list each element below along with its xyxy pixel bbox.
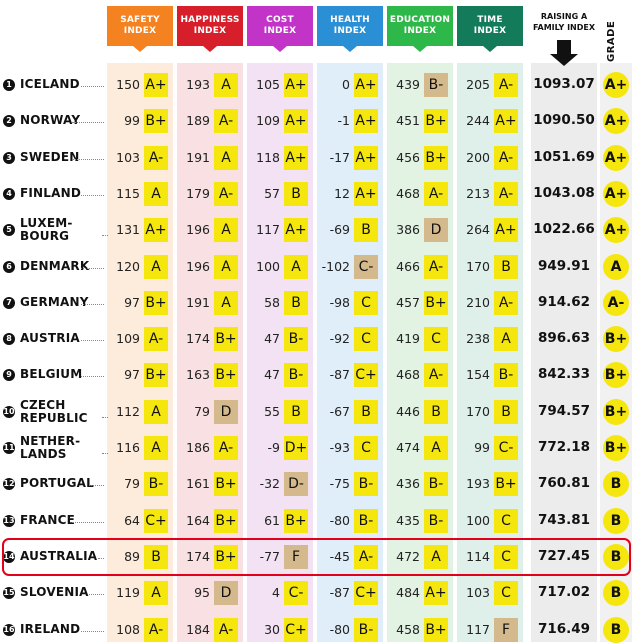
column-header-cost — [247, 6, 313, 46]
leader-dots — [72, 522, 104, 523]
index-grade-badge: B- — [494, 363, 518, 387]
index-value: 174 — [186, 548, 210, 564]
leader-dots — [81, 340, 104, 341]
index-value: 47 — [264, 331, 280, 347]
leader-dots — [81, 631, 104, 632]
index-value: 47 — [264, 367, 280, 383]
country-name: LUXEM- BOURG — [20, 216, 73, 244]
index-grade-badge: A+ — [424, 581, 448, 605]
index-value: 12 — [334, 185, 350, 201]
index-grade-badge: B- — [354, 472, 378, 496]
index-grade-badge: A+ — [144, 73, 168, 97]
overall-grade-badge: B+ — [603, 399, 629, 425]
index-grade-badge: A- — [144, 146, 168, 170]
index-value: 120 — [116, 258, 140, 274]
overall-grade-badge: A+ — [603, 72, 629, 98]
column-header-grade: GRADE — [606, 20, 617, 62]
index-grade-badge: C+ — [284, 618, 308, 642]
column-header-family-index: RAISING A FAMILY INDEX — [532, 12, 596, 32]
index-value: 108 — [116, 621, 140, 637]
index-grade-badge: A+ — [354, 109, 378, 133]
column-header-safety — [107, 6, 173, 46]
index-grade-badge: A — [144, 400, 168, 424]
index-grade-badge: F — [284, 545, 308, 569]
family-index-total: 727.45 — [537, 547, 591, 564]
country-name: CZECH REPUBLIC — [20, 397, 88, 425]
index-grade-badge: A — [424, 545, 448, 569]
country-name: ICELAND — [20, 77, 80, 91]
index-grade-badge: B+ — [214, 327, 238, 351]
index-grade-badge: A- — [494, 146, 518, 170]
index-grade-badge: B- — [424, 73, 448, 97]
leader-dots — [72, 159, 104, 160]
country-name: AUSTRALIA — [20, 548, 98, 563]
overall-grade-badge: B+ — [603, 362, 629, 388]
index-grade-badge: C- — [494, 436, 518, 460]
family-index-total: 1022.66 — [533, 221, 595, 238]
index-value: 419 — [396, 331, 420, 347]
index-grade-badge: A- — [144, 618, 168, 642]
column-header-pointer — [203, 46, 217, 52]
index-value: 193 — [466, 476, 490, 492]
index-grade-badge: A — [144, 436, 168, 460]
index-value: 131 — [116, 222, 140, 238]
index-grade-badge: D — [424, 218, 448, 242]
rank-badge: 1 — [3, 79, 15, 91]
country-name: DENMARK — [20, 258, 90, 273]
overall-grade-badge: A+ — [603, 108, 629, 134]
index-grade-badge: A — [214, 218, 238, 242]
index-grade-badge: A- — [494, 291, 518, 315]
index-value: -67 — [329, 403, 350, 419]
index-grade-badge: B — [354, 218, 378, 242]
index-value: 79 — [194, 403, 210, 419]
overall-grade-badge: B+ — [603, 435, 629, 461]
leader-dots — [89, 485, 104, 486]
index-value: 196 — [186, 222, 210, 238]
rank-badge: 15 — [3, 588, 15, 598]
rank-badge: 8 — [3, 333, 15, 345]
index-value: 116 — [116, 440, 140, 455]
index-grade-badge: A+ — [284, 109, 308, 133]
rank-badge: 10 — [3, 406, 15, 416]
column-header-label: HEALTH INDEX — [330, 15, 370, 36]
index-grade-badge: A+ — [144, 218, 168, 242]
index-value: 264 — [466, 222, 490, 238]
leader-dots — [81, 195, 104, 196]
index-value: 99 — [474, 440, 490, 455]
index-grade-badge: B — [494, 400, 518, 424]
family-index-total: 743.81 — [537, 511, 591, 528]
index-grade-badge: B- — [354, 509, 378, 533]
index-value: 112 — [116, 403, 140, 419]
index-value: 466 — [396, 258, 420, 274]
family-index-total: 760.81 — [537, 475, 591, 492]
index-value: 115 — [116, 185, 140, 201]
index-grade-badge: B — [354, 400, 378, 424]
index-grade-badge: A- — [424, 255, 448, 279]
index-grade-badge: F — [494, 618, 518, 642]
index-value: -9 — [267, 440, 280, 455]
leader-dots — [81, 268, 104, 269]
rank-badge: 3 — [3, 152, 15, 164]
index-value: 105 — [256, 77, 280, 92]
index-value: 170 — [466, 258, 490, 274]
family-index-total: 1051.69 — [533, 148, 595, 165]
rank-badge: 5 — [3, 224, 15, 236]
rank-badge: 9 — [3, 369, 15, 381]
family-index-total: 914.62 — [537, 293, 591, 310]
index-value: -102 — [321, 258, 350, 274]
country-name: SWEDEN — [20, 149, 80, 164]
index-grade-badge: A — [494, 327, 518, 351]
index-grade-badge: B — [144, 545, 168, 569]
index-grade-badge: D+ — [284, 436, 308, 460]
index-value: -17 — [329, 149, 350, 165]
country-name: AUSTRIA — [20, 331, 80, 346]
overall-grade-badge: B — [603, 617, 629, 643]
index-value: 196 — [186, 258, 210, 274]
overall-grade-badge: B — [603, 580, 629, 606]
index-value: 193 — [186, 77, 210, 92]
index-grade-badge: A — [214, 73, 238, 97]
family-index-total: 716.49 — [537, 620, 591, 637]
index-value: 191 — [186, 294, 210, 310]
index-grade-badge: B+ — [144, 291, 168, 315]
index-grade-badge: A- — [214, 182, 238, 206]
index-value: -45 — [329, 548, 350, 564]
index-value: 205 — [466, 77, 490, 92]
rank-badge: 11 — [3, 443, 15, 452]
index-grade-badge: A+ — [354, 73, 378, 97]
index-value: 57 — [264, 185, 280, 201]
country-name: BELGIUM — [20, 367, 83, 382]
index-value: 386 — [396, 222, 420, 238]
column-header-happiness — [177, 6, 243, 46]
index-value: 468 — [396, 367, 420, 383]
country-name: FINLAND — [20, 185, 82, 200]
index-value: 100 — [256, 258, 280, 274]
index-value: 150 — [116, 77, 140, 92]
index-value: 244 — [466, 113, 490, 129]
index-value: -98 — [329, 294, 350, 310]
index-grade-badge: A- — [144, 327, 168, 351]
index-value: 95 — [194, 585, 210, 601]
column-header-pointer — [413, 46, 427, 52]
index-grade-badge: A- — [214, 618, 238, 642]
index-grade-badge: B+ — [214, 363, 238, 387]
down-arrow-icon-head — [550, 54, 578, 66]
index-value: 435 — [396, 512, 420, 528]
index-value: 109 — [116, 331, 140, 347]
column-header-time — [457, 6, 523, 46]
index-value: 439 — [396, 77, 420, 92]
country-name: GERMANY — [20, 294, 89, 309]
country-name: FRANCE — [20, 512, 75, 527]
rank-badge: 7 — [3, 297, 15, 309]
column-header-label: COST INDEX — [263, 15, 297, 36]
index-value: 456 — [396, 149, 420, 165]
leader-dots — [72, 122, 104, 123]
index-grade-badge: A+ — [494, 218, 518, 242]
index-value: -80 — [329, 621, 350, 637]
index-grade-badge: A — [214, 255, 238, 279]
column-header-label: SAFETY INDEX — [120, 15, 160, 36]
highlight-australia-row — [2, 538, 631, 576]
leader-dots — [81, 86, 104, 87]
overall-grade-badge: A- — [603, 290, 629, 316]
index-value: 89 — [124, 548, 140, 564]
rank-badge: 16 — [3, 624, 15, 634]
index-value: 117 — [256, 222, 280, 238]
column-header-health — [317, 6, 383, 46]
index-value: -75 — [329, 476, 350, 492]
country-name: PORTUGAL — [20, 476, 95, 491]
index-value: 238 — [466, 331, 490, 347]
index-value: 0 — [342, 77, 350, 92]
index-grade-badge: A — [424, 436, 448, 460]
index-value: 58 — [264, 294, 280, 310]
index-value: 474 — [396, 440, 420, 455]
index-grade-badge: B+ — [424, 109, 448, 133]
index-value: 119 — [116, 585, 140, 601]
index-value: -69 — [329, 222, 350, 238]
rank-badge: 4 — [3, 188, 15, 200]
rank-badge: 2 — [3, 115, 15, 127]
family-index-total: 1093.07 — [533, 76, 595, 92]
index-value: 436 — [396, 476, 420, 492]
overall-grade-badge: A+ — [603, 181, 629, 207]
country-name: SLOVENIA — [20, 585, 89, 600]
index-grade-badge: A+ — [354, 182, 378, 206]
index-grade-badge: A — [214, 291, 238, 315]
index-value: -80 — [329, 512, 350, 528]
index-grade-badge: C+ — [354, 363, 378, 387]
index-grade-badge: D- — [284, 472, 308, 496]
index-value: 186 — [186, 440, 210, 455]
index-value: -1 — [337, 113, 350, 129]
index-grade-badge: A — [144, 182, 168, 206]
overall-grade-badge: B — [603, 544, 629, 570]
overall-grade-badge: B — [603, 508, 629, 534]
column-header-pointer — [273, 46, 287, 52]
index-value: 61 — [264, 512, 280, 528]
index-value: 99 — [124, 113, 140, 129]
index-value: 79 — [124, 476, 140, 492]
index-value: 213 — [466, 185, 490, 201]
index-value: 484 — [396, 585, 420, 601]
index-value: 117 — [466, 621, 490, 637]
leader-dots — [81, 376, 104, 377]
index-grade-badge: A+ — [284, 146, 308, 170]
family-index-total: 842.33 — [537, 366, 591, 383]
country-name: IRELAND — [20, 621, 81, 636]
rank-badge: 12 — [3, 479, 15, 489]
index-grade-badge: B- — [424, 472, 448, 496]
column-header-label: HAPPINESS INDEX — [180, 15, 240, 36]
leader-dots — [81, 304, 104, 305]
index-grade-badge: C — [354, 436, 378, 460]
index-value: 191 — [186, 149, 210, 165]
family-index-total: 896.63 — [537, 330, 591, 347]
index-value: -93 — [329, 440, 350, 455]
index-value: -92 — [329, 331, 350, 347]
index-grade-badge: A — [284, 255, 308, 279]
index-grade-badge: B+ — [424, 291, 448, 315]
index-grade-badge: A+ — [494, 109, 518, 133]
index-value: -77 — [259, 548, 280, 564]
index-value: 109 — [256, 113, 280, 129]
index-value: 184 — [186, 621, 210, 637]
index-value: 472 — [396, 548, 420, 564]
index-grade-badge: C — [494, 545, 518, 569]
index-grade-badge: B- — [354, 618, 378, 642]
index-grade-badge: A- — [424, 363, 448, 387]
index-value: 164 — [186, 512, 210, 528]
index-grade-badge: C — [494, 509, 518, 533]
index-value: 451 — [396, 113, 420, 129]
index-grade-badge: A+ — [284, 73, 308, 97]
column-header-label: TIME INDEX — [473, 15, 507, 36]
rank-badge: 14 — [3, 551, 15, 561]
overall-grade-badge: B — [603, 471, 629, 497]
index-grade-badge: D — [214, 400, 238, 424]
index-value: 118 — [256, 149, 280, 165]
index-value: 161 — [186, 476, 210, 492]
index-value: 179 — [186, 185, 210, 201]
index-value: 210 — [466, 294, 490, 310]
index-grade-badge: D — [214, 581, 238, 605]
index-value: 114 — [466, 548, 490, 564]
index-grade-badge: C- — [354, 255, 378, 279]
index-grade-badge: A- — [214, 436, 238, 460]
index-grade-badge: B — [424, 400, 448, 424]
index-grade-badge: B- — [284, 327, 308, 351]
index-grade-badge: A- — [494, 73, 518, 97]
overall-grade-badge: B+ — [603, 326, 629, 352]
index-value: 189 — [186, 113, 210, 129]
index-grade-badge: B+ — [214, 472, 238, 496]
index-grade-badge: B+ — [284, 509, 308, 533]
index-value: 174 — [186, 331, 210, 347]
family-index-total: 1043.08 — [533, 184, 595, 201]
index-grade-badge: B+ — [494, 472, 518, 496]
index-grade-badge: A- — [494, 182, 518, 206]
country-name: NORWAY — [20, 113, 81, 128]
index-value: 55 — [264, 403, 280, 419]
rank-badge: 13 — [3, 515, 15, 525]
family-index-total: 1090.50 — [533, 112, 595, 129]
overall-grade-badge: A+ — [603, 145, 629, 171]
index-grade-badge: B+ — [424, 618, 448, 642]
index-grade-badge: A- — [214, 109, 238, 133]
column-header-pointer — [343, 46, 357, 52]
overall-grade-badge: A — [603, 254, 629, 280]
index-grade-badge: C — [354, 327, 378, 351]
index-grade-badge: C- — [284, 581, 308, 605]
index-grade-badge: B — [284, 291, 308, 315]
index-value: -87 — [329, 367, 350, 383]
overall-grade-badge: A+ — [603, 217, 629, 243]
index-value: 468 — [396, 185, 420, 201]
column-header-pointer — [483, 46, 497, 52]
column-header-label: EDUCATION INDEX — [389, 15, 451, 36]
index-grade-badge: B+ — [214, 545, 238, 569]
down-arrow-icon — [557, 40, 571, 54]
leader-dots — [89, 594, 104, 595]
index-grade-badge: A- — [354, 545, 378, 569]
index-grade-badge: B+ — [144, 109, 168, 133]
index-grade-badge: A — [214, 146, 238, 170]
index-grade-badge: B- — [284, 363, 308, 387]
index-value: -32 — [259, 476, 280, 492]
index-grade-badge: A+ — [354, 146, 378, 170]
index-value: 154 — [466, 367, 490, 383]
index-grade-badge: A+ — [284, 218, 308, 242]
index-grade-badge: C — [494, 581, 518, 605]
index-value: 64 — [124, 512, 140, 528]
family-index-total: 794.57 — [537, 402, 591, 419]
index-grade-badge: B+ — [144, 363, 168, 387]
family-index-total: 717.02 — [537, 584, 591, 601]
index-value: 458 — [396, 621, 420, 637]
index-value: -87 — [329, 585, 350, 601]
family-index-total: 772.18 — [537, 439, 591, 455]
index-grade-badge: B+ — [214, 509, 238, 533]
index-grade-badge: B- — [424, 509, 448, 533]
index-grade-badge: A — [144, 255, 168, 279]
index-value: 100 — [466, 512, 490, 528]
index-grade-badge: B- — [144, 472, 168, 496]
column-header-pointer — [133, 46, 147, 52]
index-grade-badge: A- — [424, 182, 448, 206]
family-index-total: 949.91 — [537, 257, 591, 274]
index-grade-badge: B — [494, 255, 518, 279]
rank-badge: 6 — [3, 261, 15, 273]
index-value: 103 — [466, 585, 490, 601]
index-grade-badge: A — [144, 581, 168, 605]
index-value: 97 — [124, 294, 140, 310]
index-value: 163 — [186, 367, 210, 383]
index-value: 457 — [396, 294, 420, 310]
index-value: 97 — [124, 367, 140, 383]
index-value: 30 — [264, 621, 280, 637]
index-value: 200 — [466, 149, 490, 165]
index-grade-badge: B — [284, 182, 308, 206]
column-header-education — [387, 6, 453, 46]
index-grade-badge: B — [284, 400, 308, 424]
index-grade-badge: C — [424, 327, 448, 351]
index-value: 103 — [116, 149, 140, 165]
index-grade-badge: C+ — [144, 509, 168, 533]
index-grade-badge: C+ — [354, 581, 378, 605]
index-value: 446 — [396, 403, 420, 419]
index-grade-badge: B+ — [424, 146, 448, 170]
country-name: NETHER- LANDS — [20, 434, 81, 461]
index-value: 170 — [466, 403, 490, 419]
index-value: 4 — [272, 585, 280, 601]
index-grade-badge: C — [354, 291, 378, 315]
